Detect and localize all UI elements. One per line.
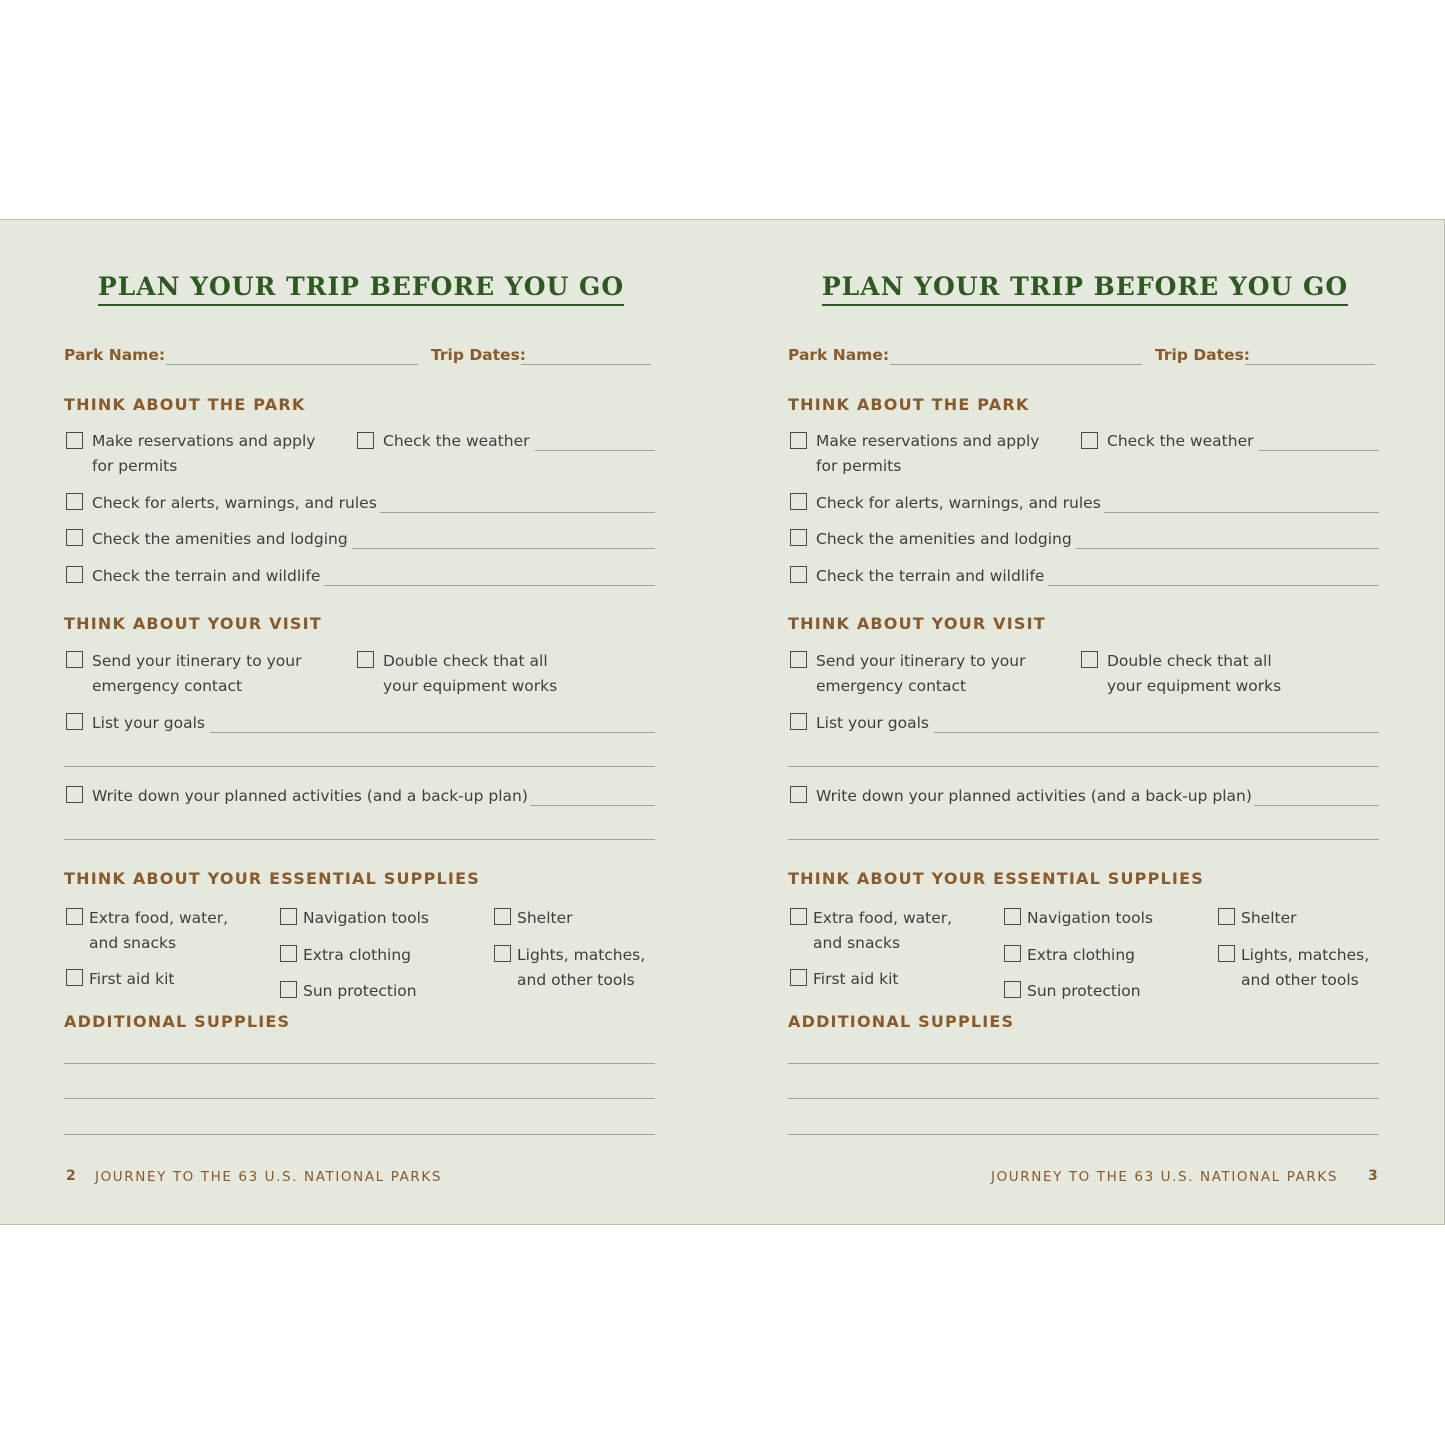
supply-navigation: Navigation tools [303, 909, 429, 927]
goals-line-2[interactable] [788, 766, 1379, 767]
section-heading-visit: THINK ABOUT YOUR VISIT [788, 614, 1046, 633]
page-title: PLAN YOUR TRIP BEFORE YOU GO [0, 272, 722, 306]
item-amenities: Check the amenities and lodging [92, 530, 348, 548]
weather-notes-line[interactable] [535, 450, 655, 451]
checkbox-food[interactable] [790, 908, 807, 925]
checkbox-clothing[interactable] [280, 945, 297, 962]
checkbox-first-aid[interactable] [790, 969, 807, 986]
item-terrain: Check the terrain and wildlife [92, 567, 321, 585]
checkbox-amenities[interactable] [790, 529, 807, 546]
checkbox-sun[interactable] [280, 981, 297, 998]
book-spread [0, 219, 1445, 1225]
checkbox-itinerary[interactable] [66, 651, 83, 668]
goals-line-1[interactable] [934, 732, 1379, 733]
additional-line-3[interactable] [788, 1134, 1379, 1135]
park-name-label: Park Name: [788, 346, 890, 364]
item-terrain: Check the terrain and wildlife [816, 567, 1045, 585]
additional-line-2[interactable] [64, 1098, 655, 1099]
checkbox-terrain[interactable] [790, 566, 807, 583]
weather-notes-line[interactable] [1259, 450, 1379, 451]
checkbox-reservations[interactable] [66, 432, 83, 449]
amenities-notes-line[interactable] [1076, 548, 1379, 549]
item-alerts: Check for alerts, warnings, and rules [92, 494, 377, 512]
page-title: PLAN YOUR TRIP BEFORE YOU GO [724, 272, 1445, 306]
item-equipment-line1: Double check that all [383, 652, 548, 670]
terrain-notes-line[interactable] [1048, 585, 1379, 586]
checkbox-shelter[interactable] [1218, 908, 1235, 925]
item-reservations-line2: for permits [816, 457, 902, 475]
supply-food-line1: Extra food, water, [89, 909, 229, 927]
item-reservations-line2: for permits [92, 457, 178, 475]
supply-first-aid: First aid kit [89, 970, 175, 988]
checkbox-lights[interactable] [1218, 945, 1235, 962]
terrain-notes-line[interactable] [324, 585, 655, 586]
page-number: 3 [1368, 1168, 1378, 1184]
supply-clothing: Extra clothing [303, 946, 412, 964]
page-number: 2 [66, 1168, 76, 1184]
checkbox-itinerary[interactable] [790, 651, 807, 668]
section-heading-additional: ADDITIONAL SUPPLIES [64, 1012, 291, 1031]
activities-line-2[interactable] [788, 839, 1379, 840]
item-alerts: Check for alerts, warnings, and rules [816, 494, 1101, 512]
additional-line-2[interactable] [788, 1098, 1379, 1099]
checkbox-equipment[interactable] [357, 651, 374, 668]
left-page [0, 220, 722, 1224]
activities-line-2[interactable] [64, 839, 655, 840]
item-goals: List your goals [816, 714, 930, 732]
item-reservations-line1: Make reservations and apply [92, 432, 316, 450]
supply-lights-line1: Lights, matches, [517, 946, 646, 964]
section-heading-park: THINK ABOUT THE PARK [64, 395, 306, 414]
running-title: JOURNEY TO THE 63 U.S. NATIONAL PARKS [991, 1169, 1339, 1185]
additional-line-3[interactable] [64, 1134, 655, 1135]
alerts-notes-line[interactable] [380, 512, 655, 513]
trip-dates-field[interactable] [521, 364, 651, 365]
alerts-notes-line[interactable] [1104, 512, 1379, 513]
checkbox-equipment[interactable] [1081, 651, 1098, 668]
checkbox-terrain[interactable] [66, 566, 83, 583]
item-activities: Write down your planned activities (and a back-up plan) [816, 787, 1252, 805]
item-goals: List your goals [92, 714, 206, 732]
checkbox-activities[interactable] [790, 786, 807, 803]
checkbox-weather[interactable] [357, 432, 374, 449]
park-name-field[interactable] [890, 364, 1142, 365]
trip-dates-field[interactable] [1245, 364, 1375, 365]
supply-shelter: Shelter [1241, 909, 1297, 927]
checkbox-clothing[interactable] [1004, 945, 1021, 962]
item-amenities: Check the amenities and lodging [816, 530, 1072, 548]
activities-line-1[interactable] [1254, 805, 1379, 806]
supply-food-line2: and snacks [813, 934, 901, 952]
item-itinerary-line2: emergency contact [92, 677, 243, 695]
checkbox-alerts[interactable] [790, 493, 807, 510]
checkbox-food[interactable] [66, 908, 83, 925]
running-title: JOURNEY TO THE 63 U.S. NATIONAL PARKS [95, 1169, 443, 1185]
park-name-label: Park Name: [64, 346, 166, 364]
right-page [724, 220, 1445, 1224]
checkbox-alerts[interactable] [66, 493, 83, 510]
additional-line-1[interactable] [64, 1063, 655, 1064]
supply-lights-line2: and other tools [1241, 971, 1359, 989]
checkbox-first-aid[interactable] [66, 969, 83, 986]
supply-sun: Sun protection [1027, 982, 1141, 1000]
supply-clothing: Extra clothing [1027, 946, 1136, 964]
item-itinerary-line2: emergency contact [816, 677, 967, 695]
item-weather: Check the weather [383, 432, 530, 450]
supply-lights-line1: Lights, matches, [1241, 946, 1370, 964]
checkbox-navigation[interactable] [280, 908, 297, 925]
item-equipment-line1: Double check that all [1107, 652, 1272, 670]
item-equipment-line2: your equipment works [383, 677, 558, 695]
checkbox-shelter[interactable] [494, 908, 511, 925]
supply-navigation: Navigation tools [1027, 909, 1153, 927]
item-weather: Check the weather [1107, 432, 1254, 450]
item-reservations-line1: Make reservations and apply [816, 432, 1040, 450]
checkbox-goals[interactable] [66, 713, 83, 730]
supply-food-line1: Extra food, water, [813, 909, 953, 927]
checkbox-lights[interactable] [494, 945, 511, 962]
section-heading-additional: ADDITIONAL SUPPLIES [788, 1012, 1015, 1031]
checkbox-reservations[interactable] [790, 432, 807, 449]
section-heading-supplies: THINK ABOUT YOUR ESSENTIAL SUPPLIES [788, 869, 1204, 888]
supply-lights-line2: and other tools [517, 971, 635, 989]
goals-line-1[interactable] [210, 732, 655, 733]
park-name-field[interactable] [166, 364, 418, 365]
supply-sun: Sun protection [303, 982, 417, 1000]
trip-dates-label: Trip Dates: [431, 346, 526, 364]
section-heading-visit: THINK ABOUT YOUR VISIT [64, 614, 322, 633]
checkbox-activities[interactable] [66, 786, 83, 803]
amenities-notes-line[interactable] [352, 548, 655, 549]
additional-line-1[interactable] [788, 1063, 1379, 1064]
supply-shelter: Shelter [517, 909, 573, 927]
item-itinerary-line1: Send your itinerary to your [816, 652, 1026, 670]
section-heading-supplies: THINK ABOUT YOUR ESSENTIAL SUPPLIES [64, 869, 480, 888]
item-activities: Write down your planned activities (and a back-up plan) [92, 787, 528, 805]
checkbox-sun[interactable] [1004, 981, 1021, 998]
activities-line-1[interactable] [530, 805, 655, 806]
section-heading-park: THINK ABOUT THE PARK [788, 395, 1030, 414]
item-itinerary-line1: Send your itinerary to your [92, 652, 302, 670]
checkbox-amenities[interactable] [66, 529, 83, 546]
trip-dates-label: Trip Dates: [1155, 346, 1250, 364]
checkbox-goals[interactable] [790, 713, 807, 730]
checkbox-weather[interactable] [1081, 432, 1098, 449]
item-equipment-line2: your equipment works [1107, 677, 1282, 695]
goals-line-2[interactable] [64, 766, 655, 767]
supply-food-line2: and snacks [89, 934, 177, 952]
supply-first-aid: First aid kit [813, 970, 899, 988]
checkbox-navigation[interactable] [1004, 908, 1021, 925]
